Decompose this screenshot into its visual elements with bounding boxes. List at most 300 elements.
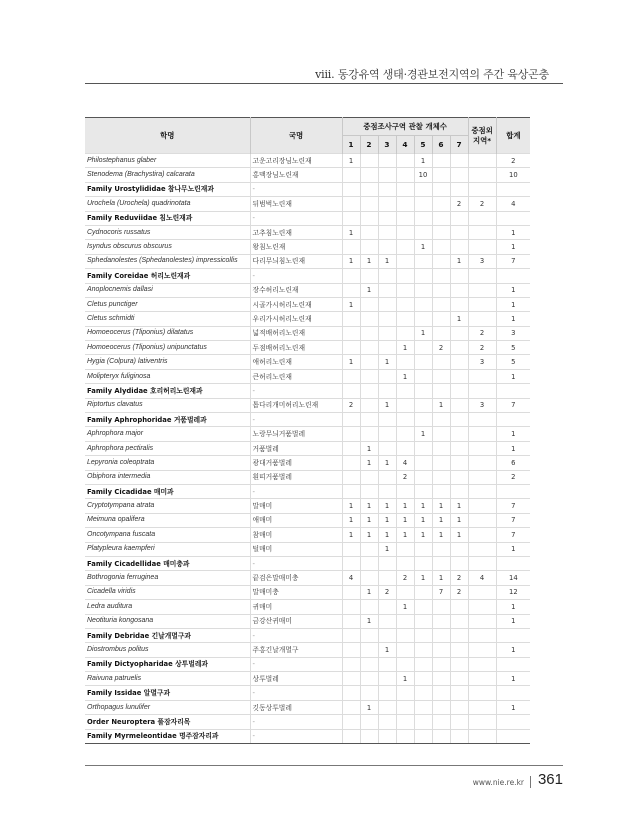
zone-count-4 [396, 542, 414, 556]
total-count [496, 686, 530, 700]
zone-count-6: 1 [432, 513, 450, 527]
zone-count-3 [378, 470, 396, 484]
zone-count-3: 1 [378, 499, 396, 513]
zone-count-6 [432, 297, 450, 311]
total-count [496, 729, 530, 743]
zone-count-3 [378, 672, 396, 686]
zone-count-7 [450, 369, 468, 383]
zone-count-5: 1 [414, 499, 432, 513]
zone-count-4 [396, 384, 414, 398]
taxon-group-name: Family Dictyopharidae 상투벌레과 [85, 657, 250, 671]
zone-count-2 [360, 470, 378, 484]
zone-count-1: 1 [342, 225, 360, 239]
zone-count-6 [432, 470, 450, 484]
total-count: 1 [496, 600, 530, 614]
korean-name: 우리가시허리노린재 [250, 312, 342, 326]
zone-count-1: 1 [342, 513, 360, 527]
zone-count-2 [360, 225, 378, 239]
zone-count-4 [396, 427, 414, 441]
zone-count-5 [414, 283, 432, 297]
zone-count-4 [396, 729, 414, 743]
outside-count [468, 154, 496, 168]
zone-count-1 [342, 484, 360, 498]
scientific-name: Sphedanolestes (Sphedanolestes) impressicollis [85, 254, 250, 268]
korean-name: - [250, 657, 342, 671]
zone-count-5 [414, 254, 432, 268]
zone-count-5 [414, 369, 432, 383]
outside-count [468, 211, 496, 225]
col-outside-zone: 중점외 지역* [468, 118, 496, 154]
korean-name: - [250, 182, 342, 196]
zone-count-4 [396, 484, 414, 498]
zone-count-1 [342, 600, 360, 614]
outside-count [468, 269, 496, 283]
korean-name: 말매미충 [250, 585, 342, 599]
korean-name: 금강산귀매미 [250, 614, 342, 628]
zone-count-5 [414, 225, 432, 239]
zone-count-5: 1 [414, 154, 432, 168]
zone-count-1: 1 [342, 254, 360, 268]
zone-count-2 [360, 413, 378, 427]
zone-count-2 [360, 715, 378, 729]
zone-count-1 [342, 312, 360, 326]
zone-count-4 [396, 225, 414, 239]
outside-count [468, 513, 496, 527]
korean-name: 두점배허리노린재 [250, 341, 342, 355]
zone-count-3 [378, 369, 396, 383]
zone-count-6: 1 [432, 528, 450, 542]
total-count: 4 [496, 197, 530, 211]
total-count [496, 182, 530, 196]
table-row [85, 499, 530, 513]
zone-count-5: 1 [414, 240, 432, 254]
zone-count-7 [450, 341, 468, 355]
zone-count-6 [432, 312, 450, 326]
zone-count-3 [378, 384, 396, 398]
zone-count-2 [360, 182, 378, 196]
outside-count [468, 384, 496, 398]
zone-count-1 [342, 182, 360, 196]
page-number: 361 [537, 771, 563, 788]
zone-count-6 [432, 715, 450, 729]
zone-count-1 [342, 643, 360, 657]
zone-count-2 [360, 369, 378, 383]
zone-count-3 [378, 312, 396, 326]
total-count: 1 [496, 225, 530, 239]
family-row [85, 211, 530, 225]
zone-count-1 [342, 686, 360, 700]
zone-count-7: 1 [450, 312, 468, 326]
total-count: 2 [496, 154, 530, 168]
zone-count-7 [450, 484, 468, 498]
zone-count-7: 2 [450, 197, 468, 211]
col-zone-7: 7 [450, 136, 468, 154]
korean-name: 왕침노린재 [250, 240, 342, 254]
zone-count-5 [414, 470, 432, 484]
korean-name: - [250, 384, 342, 398]
taxon-group-name: Family Cicadellidae 매미충과 [85, 556, 250, 570]
korean-name: 넓적배허리노린재 [250, 326, 342, 340]
outside-count [468, 470, 496, 484]
zone-count-4 [396, 154, 414, 168]
table-row [85, 355, 530, 369]
table-row [85, 398, 530, 412]
zone-count-2 [360, 556, 378, 570]
table-row [85, 672, 530, 686]
table-row [85, 700, 530, 714]
total-count: 1 [496, 312, 530, 326]
family-row [85, 729, 530, 743]
scientific-name: Molipteryx fuliginosa [85, 369, 250, 383]
zone-count-4 [396, 628, 414, 642]
scientific-name: Bothrogonia ferruginea [85, 571, 250, 585]
zone-count-2 [360, 326, 378, 340]
korean-name: 고추침노린재 [250, 225, 342, 239]
outside-count [468, 643, 496, 657]
scientific-name: Ledra auditura [85, 600, 250, 614]
zone-count-4 [396, 614, 414, 628]
zone-count-4 [396, 686, 414, 700]
species-table-container [85, 117, 530, 744]
table-row [85, 326, 530, 340]
zone-count-7: 1 [450, 499, 468, 513]
zone-count-7: 1 [450, 528, 468, 542]
korean-name: - [250, 484, 342, 498]
scientific-name: Aphrophora pectiralis [85, 441, 250, 455]
outside-count [468, 556, 496, 570]
outside-count [468, 240, 496, 254]
korean-name: - [250, 211, 342, 225]
scientific-name: Diostrombus politus [85, 643, 250, 657]
zone-count-4 [396, 643, 414, 657]
scientific-name: Aphrophora major [85, 427, 250, 441]
zone-count-3 [378, 441, 396, 455]
zone-count-4: 1 [396, 600, 414, 614]
zone-count-4 [396, 182, 414, 196]
scientific-name: Cicadella viridis [85, 585, 250, 599]
family-row [85, 182, 530, 196]
zone-count-2 [360, 211, 378, 225]
korean-name: - [250, 269, 342, 283]
col-zone-3: 3 [378, 136, 396, 154]
zone-count-1 [342, 384, 360, 398]
outside-count [468, 700, 496, 714]
zone-count-6 [432, 355, 450, 369]
table-row [85, 297, 530, 311]
col-zone-group: 중점조사구역 관찰 개체수 [342, 118, 468, 136]
table-row [85, 456, 530, 470]
outside-count: 4 [468, 571, 496, 585]
table-row [85, 427, 530, 441]
table-row [85, 513, 530, 527]
zone-count-3 [378, 614, 396, 628]
zone-count-2 [360, 168, 378, 182]
zone-count-5: 1 [414, 427, 432, 441]
total-count: 7 [496, 254, 530, 268]
scientific-name: Lepyronia coleoptrata [85, 456, 250, 470]
zone-count-4 [396, 254, 414, 268]
scientific-name: Homoeocerus (Tliponius) unipunctatus [85, 341, 250, 355]
zone-count-4 [396, 413, 414, 427]
family-row [85, 657, 530, 671]
zone-count-1 [342, 542, 360, 556]
zone-count-1 [342, 413, 360, 427]
scientific-name: Obiphora intermedia [85, 470, 250, 484]
scientific-name: Platypleura kaempferi [85, 542, 250, 556]
zone-count-7 [450, 225, 468, 239]
zone-count-6 [432, 211, 450, 225]
zone-count-4: 4 [396, 456, 414, 470]
scientific-name: Anoplocnemis dallasi [85, 283, 250, 297]
scientific-name: Isyndus obscurus obscurus [85, 240, 250, 254]
header-rule [85, 83, 563, 84]
zone-count-7 [450, 211, 468, 225]
korean-name: 큰허리노린재 [250, 369, 342, 383]
outside-count: 3 [468, 254, 496, 268]
scientific-name: Urochela (Urochela) quadrinotata [85, 197, 250, 211]
zone-count-3 [378, 729, 396, 743]
zone-count-7 [450, 427, 468, 441]
family-row [85, 556, 530, 570]
zone-count-5 [414, 341, 432, 355]
outside-count [468, 528, 496, 542]
zone-count-2 [360, 484, 378, 498]
col-korean-name: 국명 [250, 118, 342, 154]
zone-count-1 [342, 168, 360, 182]
zone-count-6 [432, 700, 450, 714]
zone-count-5 [414, 585, 432, 599]
korean-name: 상투벌레 [250, 672, 342, 686]
zone-count-4: 1 [396, 341, 414, 355]
zone-count-2 [360, 628, 378, 642]
outside-count: 2 [468, 326, 496, 340]
outside-count [468, 542, 496, 556]
zone-count-2 [360, 341, 378, 355]
zone-count-6: 1 [432, 499, 450, 513]
zone-count-5 [414, 600, 432, 614]
scientific-name: Cletus schmidti [85, 312, 250, 326]
zone-count-7 [450, 614, 468, 628]
korean-name: 흰띠거품벌레 [250, 470, 342, 484]
scientific-name: Stenodema (Brachystira) calcarata [85, 168, 250, 182]
table-row [85, 168, 530, 182]
zone-count-5 [414, 643, 432, 657]
zone-count-1: 1 [342, 154, 360, 168]
zone-count-3 [378, 427, 396, 441]
zone-count-5 [414, 456, 432, 470]
zone-count-5 [414, 700, 432, 714]
outside-count [468, 484, 496, 498]
zone-count-3 [378, 182, 396, 196]
zone-count-7 [450, 297, 468, 311]
table-row [85, 614, 530, 628]
footer-url: www.nie.re.kr [472, 778, 524, 787]
zone-count-5 [414, 715, 432, 729]
korean-name: 톱다리개미허리노린재 [250, 398, 342, 412]
zone-count-1: 1 [342, 528, 360, 542]
zone-count-2 [360, 154, 378, 168]
zone-count-5: 1 [414, 326, 432, 340]
total-count: 1 [496, 240, 530, 254]
zone-count-4 [396, 657, 414, 671]
zone-count-1 [342, 614, 360, 628]
zone-count-3 [378, 413, 396, 427]
korean-name: 털매미 [250, 542, 342, 556]
table-row [85, 341, 530, 355]
outside-count [468, 182, 496, 196]
zone-count-4: 1 [396, 672, 414, 686]
outside-count [468, 686, 496, 700]
total-count: 1 [496, 700, 530, 714]
zone-count-2 [360, 398, 378, 412]
zone-count-7: 1 [450, 254, 468, 268]
zone-count-1 [342, 556, 360, 570]
korean-name: 애허리노린재 [250, 355, 342, 369]
zone-count-5 [414, 628, 432, 642]
zone-count-1 [342, 269, 360, 283]
zone-count-3: 1 [378, 398, 396, 412]
total-count: 1 [496, 427, 530, 441]
total-count [496, 556, 530, 570]
zone-count-2: 1 [360, 585, 378, 599]
zone-count-7 [450, 686, 468, 700]
zone-count-6 [432, 556, 450, 570]
zone-count-4: 1 [396, 369, 414, 383]
family-row [85, 686, 530, 700]
family-row [85, 715, 530, 729]
taxon-group-name: Family Urostylididae 참나무노린재과 [85, 182, 250, 196]
family-row [85, 413, 530, 427]
taxon-group-name: Family Aphrophoridae 거품벌레과 [85, 413, 250, 427]
zone-count-1 [342, 197, 360, 211]
zone-count-2 [360, 600, 378, 614]
col-zone-2: 2 [360, 136, 378, 154]
table-row [85, 154, 530, 168]
zone-count-4 [396, 556, 414, 570]
zone-count-3: 1 [378, 528, 396, 542]
zone-count-4 [396, 326, 414, 340]
taxon-group-name: Order Neuroptera 풀잠자리목 [85, 715, 250, 729]
korean-name: 애매미 [250, 513, 342, 527]
zone-count-6: 2 [432, 341, 450, 355]
family-row [85, 384, 530, 398]
zone-count-2: 1 [360, 700, 378, 714]
zone-count-1 [342, 729, 360, 743]
zone-count-7 [450, 182, 468, 196]
korean-name: 끝검은말매미충 [250, 571, 342, 585]
col-scientific-name: 학명 [85, 118, 250, 154]
zone-count-1: 1 [342, 499, 360, 513]
total-count: 7 [496, 513, 530, 527]
zone-count-5 [414, 657, 432, 671]
zone-count-4 [396, 211, 414, 225]
total-count: 5 [496, 341, 530, 355]
zone-count-7: 2 [450, 571, 468, 585]
outside-count [468, 441, 496, 455]
zone-count-6: 1 [432, 571, 450, 585]
total-count [496, 384, 530, 398]
outside-count [468, 427, 496, 441]
col-total: 합계 [496, 118, 530, 154]
zone-count-7 [450, 326, 468, 340]
outside-count [468, 499, 496, 513]
total-count: 7 [496, 398, 530, 412]
total-count: 1 [496, 297, 530, 311]
zone-count-7 [450, 556, 468, 570]
zone-count-2 [360, 297, 378, 311]
scientific-name: Cydnocoris russatus [85, 225, 250, 239]
zone-count-2 [360, 571, 378, 585]
zone-count-3: 2 [378, 585, 396, 599]
zone-count-6: 1 [432, 398, 450, 412]
zone-count-6 [432, 254, 450, 268]
zone-count-7 [450, 456, 468, 470]
total-count: 1 [496, 672, 530, 686]
zone-count-5 [414, 211, 432, 225]
zone-count-3 [378, 556, 396, 570]
zone-count-7: 1 [450, 513, 468, 527]
taxon-group-name: Family Alydidae 호리허리노린재과 [85, 384, 250, 398]
zone-count-6 [432, 283, 450, 297]
zone-count-5 [414, 413, 432, 427]
col-zone-6: 6 [432, 136, 450, 154]
korean-name: 홍맥장님노린재 [250, 168, 342, 182]
zone-count-4 [396, 269, 414, 283]
scientific-name: Homoeocerus (Tliponius) dilatatus [85, 326, 250, 340]
zone-count-3 [378, 715, 396, 729]
total-count: 10 [496, 168, 530, 182]
zone-count-4 [396, 355, 414, 369]
zone-count-4: 1 [396, 513, 414, 527]
col-zone-1: 1 [342, 136, 360, 154]
scientific-name: Orthopagus lunulifer [85, 700, 250, 714]
zone-count-1 [342, 283, 360, 297]
table-row [85, 197, 530, 211]
zone-count-2: 1 [360, 614, 378, 628]
zone-count-4 [396, 283, 414, 297]
total-count: 1 [496, 542, 530, 556]
zone-count-5 [414, 197, 432, 211]
species-table [85, 117, 530, 744]
korean-name: 다리무늬침노린재 [250, 254, 342, 268]
zone-count-5 [414, 484, 432, 498]
table-row [85, 643, 530, 657]
zone-count-3 [378, 211, 396, 225]
zone-count-4 [396, 715, 414, 729]
zone-count-3 [378, 571, 396, 585]
zone-count-5 [414, 297, 432, 311]
zone-count-7 [450, 672, 468, 686]
zone-count-6 [432, 729, 450, 743]
zone-count-6 [432, 600, 450, 614]
scientific-name: Meimuna opalifera [85, 513, 250, 527]
outside-count [468, 413, 496, 427]
zone-count-4 [396, 700, 414, 714]
korean-name: 참매미 [250, 528, 342, 542]
zone-count-7 [450, 470, 468, 484]
outside-count [468, 600, 496, 614]
total-count [496, 715, 530, 729]
footer-rule [85, 765, 563, 766]
zone-count-1 [342, 470, 360, 484]
zone-count-3: 1 [378, 513, 396, 527]
korean-name: 거품벌레 [250, 441, 342, 455]
zone-count-1 [342, 211, 360, 225]
zone-count-2 [360, 686, 378, 700]
zone-count-5: 1 [414, 528, 432, 542]
page-header-title: viii. 동강유역 생태·경관보전지역의 주간 육상곤충 [315, 68, 549, 81]
zone-count-2: 1 [360, 254, 378, 268]
